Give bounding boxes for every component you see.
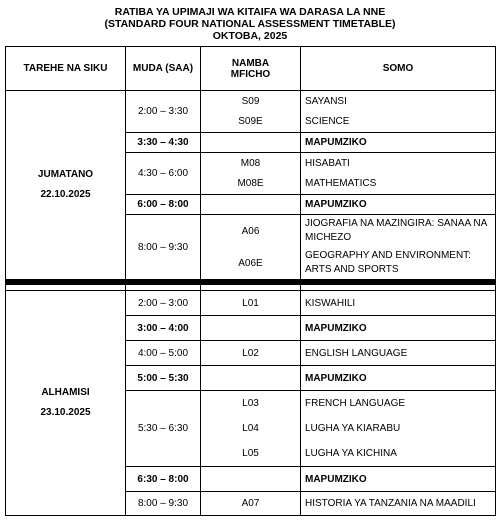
code-cell: L02 <box>201 341 301 366</box>
subject-cell <box>301 215 496 280</box>
col-header-time: MUDA (SAA) <box>126 47 201 91</box>
code-cell: A07 <box>201 492 301 516</box>
subject-cell: MAPUMZIKO <box>301 195 496 215</box>
subject-value: LUGHA YA KIARABU <box>305 423 401 434</box>
day-name: ALHAMISI <box>41 387 90 398</box>
time-cell: 3:00 – 4:00 <box>126 316 201 341</box>
code-value: S09E <box>238 116 263 127</box>
subject-cell: MAPUMZIKO <box>301 366 496 391</box>
code-cell <box>201 366 301 391</box>
time-cell: 3:30 – 4:30 <box>126 133 201 153</box>
col-header-code-line1: NAMBA <box>231 57 270 69</box>
code-value: M08E <box>237 178 264 189</box>
subject-cell: MAPUMZIKO <box>301 316 496 341</box>
code-cell <box>201 467 301 492</box>
code-cell: L01 <box>201 291 301 316</box>
code-value: S09 <box>241 96 260 107</box>
col-header-subject: SOMO <box>301 47 496 91</box>
code-value: A06E <box>238 257 263 269</box>
time-cell: 5:30 – 6:30 <box>126 391 201 467</box>
code-value: A06 <box>241 225 260 237</box>
subject-value: GEOGRAPHY AND ENVIRONMENT: ARTS AND SPORTS <box>305 250 471 275</box>
time-cell: 2:00 – 3:00 <box>126 291 201 316</box>
code-cell <box>201 91 301 133</box>
code-cell <box>201 391 301 467</box>
subject-cell: ENGLISH LANGUAGE <box>301 341 496 366</box>
time-cell: 4:00 – 5:00 <box>126 341 201 366</box>
time-cell: 4:30 – 6:00 <box>126 153 201 195</box>
subject-cell <box>301 153 496 195</box>
subject-cell: MAPUMZIKO <box>301 467 496 492</box>
col-header-date: TAREHE NA SIKU <box>6 47 126 91</box>
subject-value: SAYANSI <box>305 96 347 107</box>
subject-value: HISABATI <box>305 158 350 169</box>
timetable <box>5 46 496 516</box>
title-line-2: (STANDARD FOUR NATIONAL ASSESSMENT TIMETABLE) <box>104 18 396 30</box>
day-date: 23.10.2025 <box>40 407 91 418</box>
col-header-code-line2: MFICHO <box>230 68 271 80</box>
col-header-code <box>201 47 301 91</box>
day-date: 22.10.2025 <box>40 189 91 200</box>
title-line-3: OKTOBA, 2025 <box>212 30 288 42</box>
table-row <box>6 291 496 316</box>
document-title <box>0 0 500 40</box>
subject-value: JIOGRAFIA NA MAZINGIRA: SANAA NA MICHEZO <box>305 218 487 243</box>
time-cell: 5:00 – 5:30 <box>126 366 201 391</box>
code-value: L05 <box>242 448 259 459</box>
subject-cell: KISWAHILI <box>301 291 496 316</box>
time-cell: 8:00 – 9:30 <box>126 215 201 280</box>
title-line-1: RATIBA YA UPIMAJI WA KITAIFA WA DARASA LA NNE <box>114 6 386 18</box>
time-cell: 6:30 – 8:00 <box>126 467 201 492</box>
code-cell <box>201 133 301 153</box>
table-header-row <box>6 47 496 91</box>
code-cell <box>201 215 301 280</box>
time-cell: 6:00 – 8:00 <box>126 195 201 215</box>
subject-value: SCIENCE <box>305 116 350 127</box>
code-cell <box>201 316 301 341</box>
day-cell <box>6 291 126 516</box>
day-cell <box>6 91 126 280</box>
subject-value: MATHEMATICS <box>305 178 377 189</box>
day-name: JUMATANO <box>37 169 94 180</box>
time-cell: 2:00 – 3:30 <box>126 91 201 133</box>
subject-cell <box>301 391 496 467</box>
table-row <box>6 91 496 133</box>
time-cell: 8:00 – 9:30 <box>126 492 201 516</box>
code-value: M08 <box>240 158 261 169</box>
code-cell <box>201 153 301 195</box>
code-value: L03 <box>242 398 259 409</box>
subject-value: LUGHA YA KICHINA <box>305 448 397 459</box>
subject-cell: MAPUMZIKO <box>301 133 496 153</box>
code-cell <box>201 195 301 215</box>
code-value: L04 <box>242 423 259 434</box>
subject-cell <box>301 91 496 133</box>
subject-cell: HISTORIA YA TANZANIA NA MAADILI <box>301 492 496 516</box>
subject-value: FRENCH LANGUAGE <box>305 398 406 409</box>
